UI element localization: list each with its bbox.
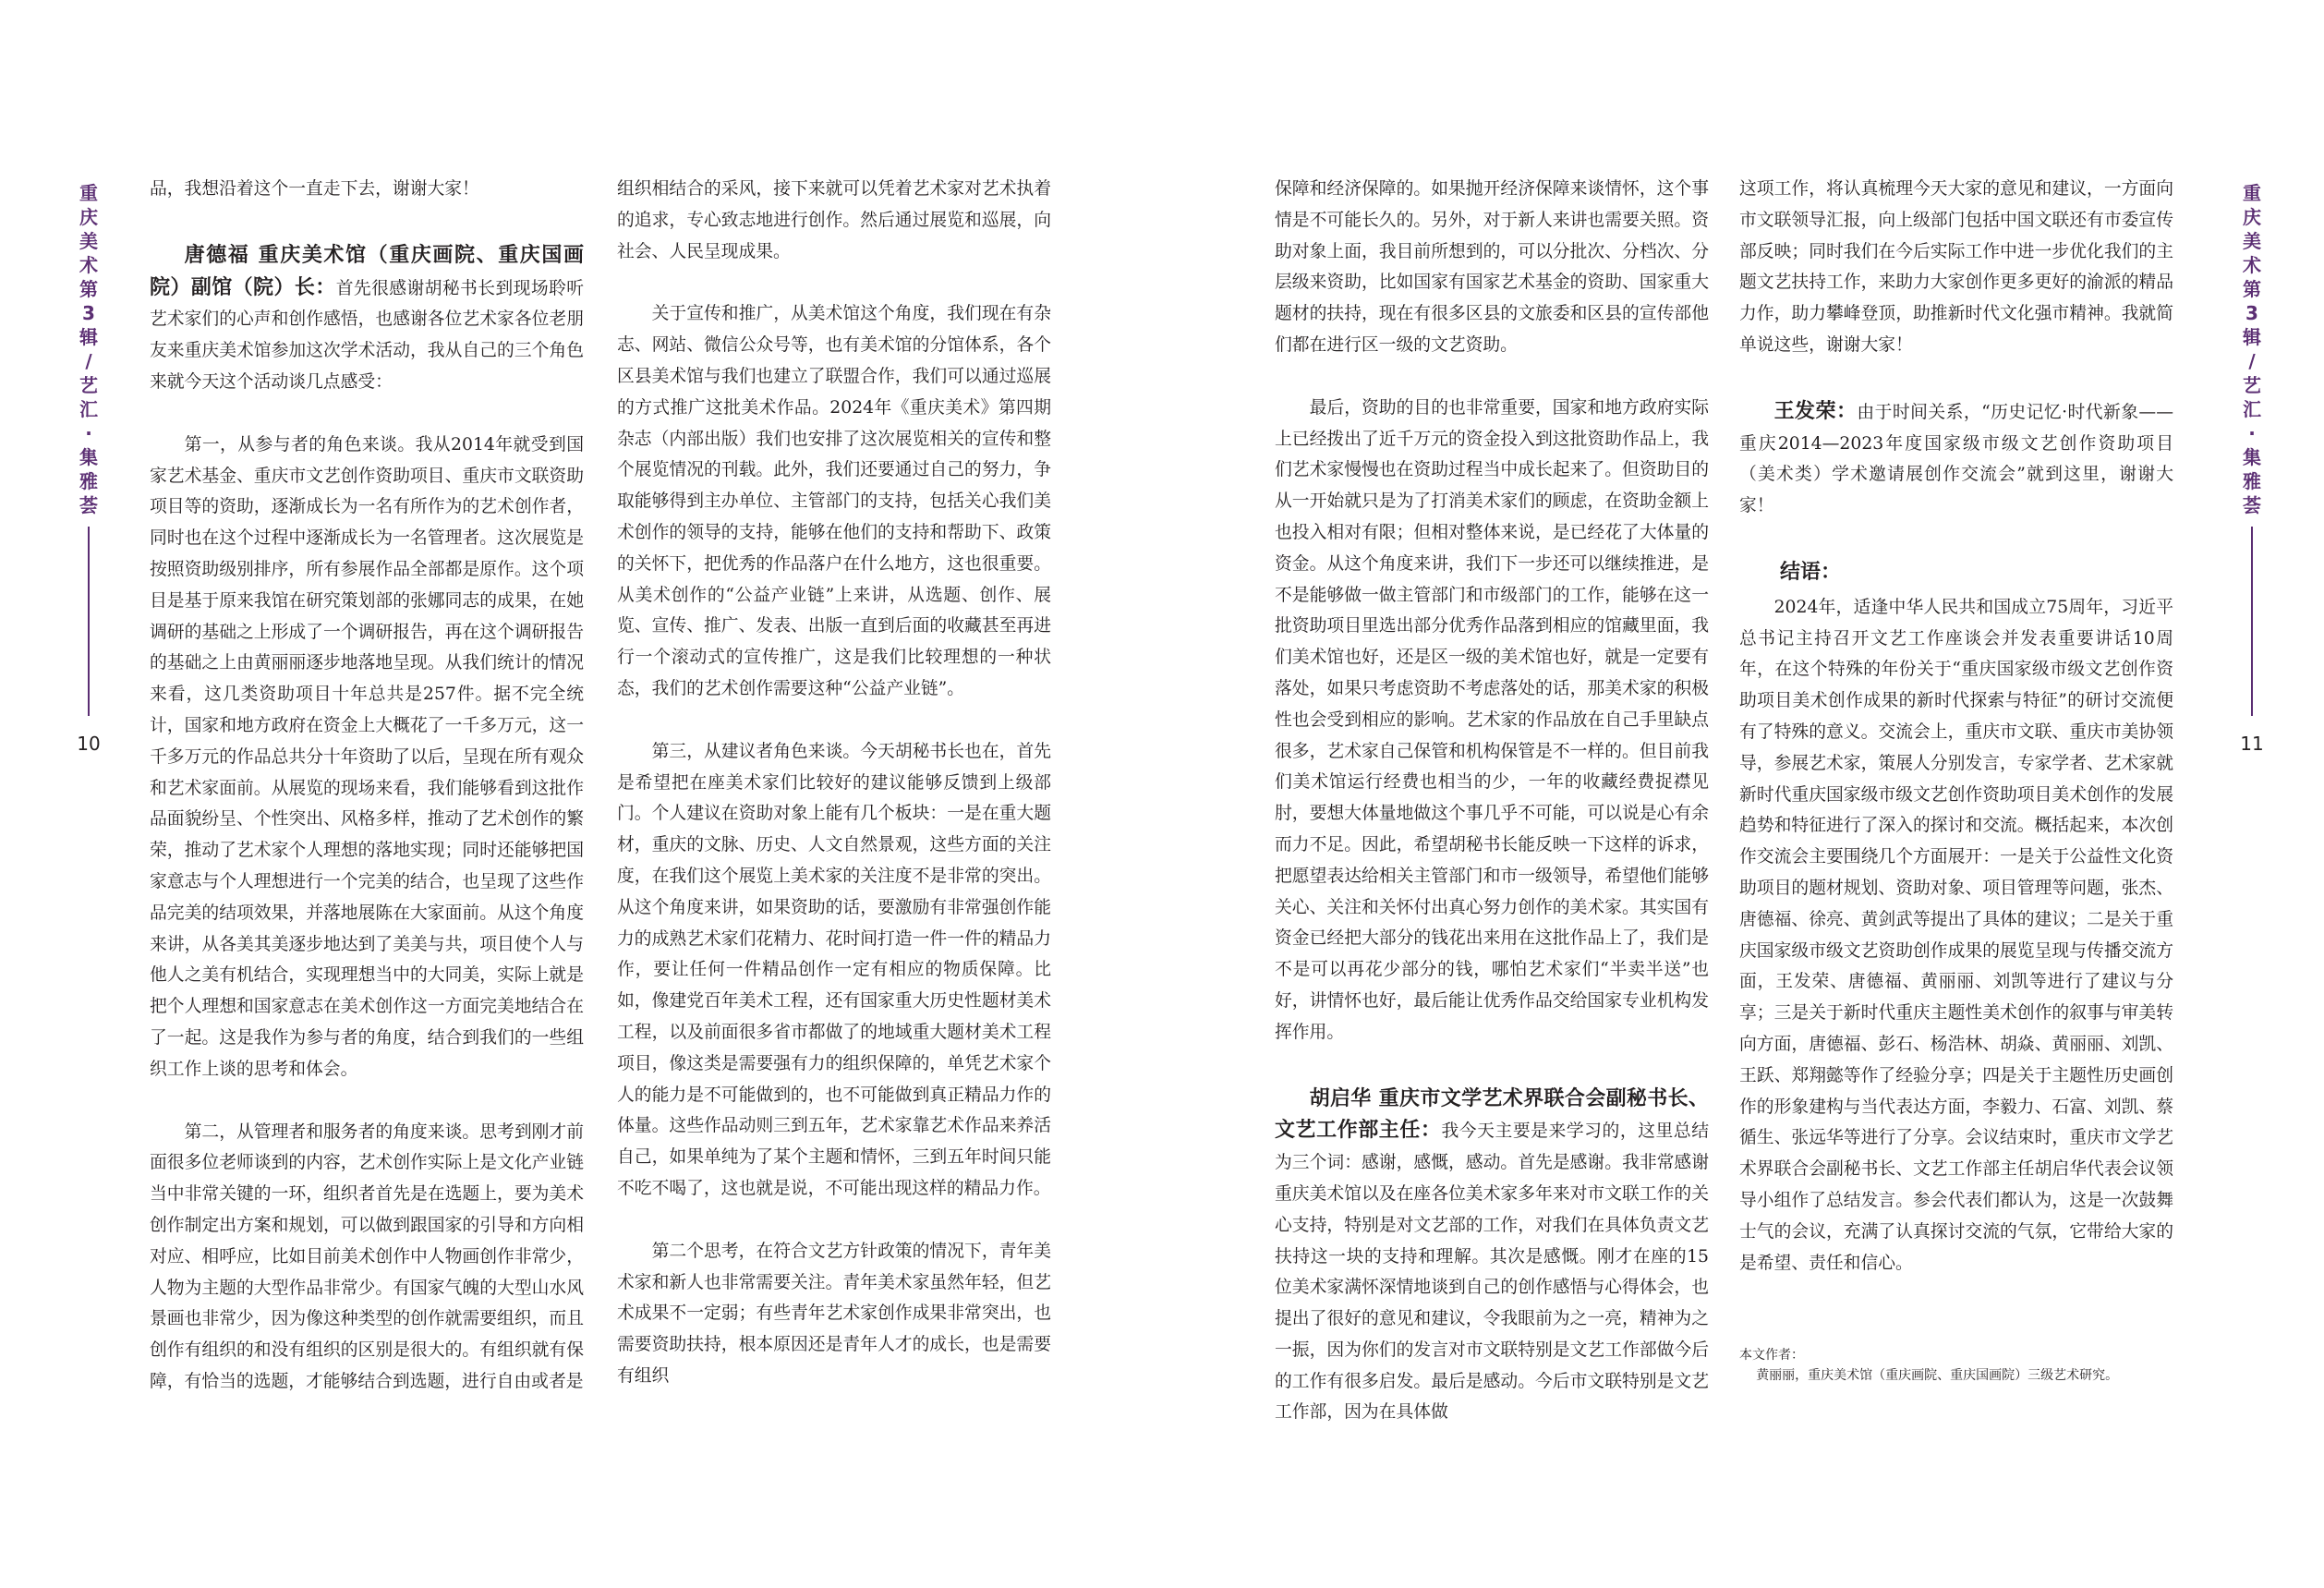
speaker-paragraph (1275, 1084, 1709, 1429)
left-running-head-text: 重 庆 美 术 第 3 辑 / 艺 汇 · 集 雅 荟 (79, 182, 98, 516)
conclusion-heading: 结语： (1780, 560, 1842, 584)
paragraph: 品，我想沿着这个一直走下去，谢谢大家！ (150, 179, 479, 199)
left-column-1 (150, 174, 584, 1398)
speaker-name: 唐德福 重庆美术馆（重庆画院、重庆国画院）副馆（院）长： (150, 243, 584, 299)
running-head-rule (88, 527, 90, 716)
paragraph: 第二个思考，在符合文艺方针政策的情况下，青年美术家和新人也非常需要关注。青年美术家虽然年轻，但艺术成果不一定弱；有些青年艺术家创作成果非常突出，也需要资助扶持，根本原因还是青年人才的成长，也是需要有组织 (617, 1241, 1051, 1386)
speaker-paragraph (150, 240, 584, 398)
paragraph: 最后，资助的目的也非常重要，国家和地方政府实际上已经拨出了近千万元的资金投入到这批资助作品上，我们艺术家慢慢也在资助过程当中成长起来了。但资助目的从一开始就只是为了打消美术家们的顾虑，在资助金额上也投入相对有限；但相对整体来说，是已经花了大体量的资金。从这个角度来讲，我们下一步还可以继续推进，是不是能够做一做主管部门和市级部门的工作，能够在这一批资助项目里选出部分优秀作品落到相应的馆藏里面，我们美术馆也好，还是区一级的美术馆也好，就是一定要有落处，如果只考虑资助不考虑落处的话，那美术家的积极性也会受到相应的影响。艺术家的作品放在自己手里缺点很多，艺术家自己保管和机构保管是不一样的。但目前我们美术馆运行经费也相当的少，一年的收藏经费捉襟见肘，要想大体量地做这个事几乎不可能，可以说是心有余而力不足。因此，希望胡秘书长能反映一下这样的诉求，把愿望表达给相关主管部门和市一级领导，希望他们能够关心、关注和关怀付出真心努力创作的美术家。其实国有资金已经把大部分的钱花出来用在这批作品上了，我们是不是可以再花少部分的钱，哪怕艺术家们“半卖半送”也好，讲情怀也好，最后能让优秀作品交给国家专业机构发挥作用。 (1275, 397, 1709, 1042)
page-number: 11 (2240, 733, 2264, 755)
running-head-rule (2251, 527, 2253, 716)
right-page (1162, 0, 2324, 1588)
paragraph: 关于宣传和推广，从美术馆这个角度，我们现在有杂志、网站、微信公众号等，也有美术馆的分馆体系，各个区县美术馆与我们也建立了联盟合作，我们可以通过巡展的方式推广这批美术作品。2024年《重庆美术》第四期杂志（内部出版）我们也安排了这次展览相关的宣传和整个展览情况的刊载。此外，我们还要通过自己的努力，争取能够得到主办单位、主管部门的支持，包括关心我们美术创作的领导的支持，能够在他们的支持和帮助下、政策的关怀下，把优秀的作品落户在什么地方，这也很重要。从美术创作的“公益产业链”上来讲，从选题、创作、展览、宣传、推广、发表、出版一直到后面的收藏甚至再进行一个滚动式的宣传推广，这是我们比较理想的一种状态，我们的艺术创作需要这种“公益产业链”。 (617, 304, 1051, 698)
right-column-2 (1739, 174, 2173, 1386)
paragraph: 保障和经济保障的。如果抛开经济保障来谈情怀，这个事情是不可能长久的。另外，对于新人来讲也需要关照。资助对象上面，我目前所想到的，可以分批次、分档次、分层级来资助，比如国家有国家艺术基金的资助、国家重大题材的扶持，现在有很多区县的文旅委和区县的宣传部他们都在进行区一级的文艺资助。 (1275, 179, 1709, 355)
speaker-name: 王发荣： (1773, 399, 1858, 423)
author-text: 黄丽丽，重庆美术馆（重庆画院、重庆国画院）三级艺术研究。 (1756, 1368, 2119, 1384)
speaker-name: 胡启华 重庆市文学艺术界联合会副秘书长、文艺工作部主任： (1275, 1086, 1709, 1143)
right-column-1 (1275, 174, 1709, 1428)
paragraph: 这项工作，将认真梳理今天大家的意见和建议，一方面向市文联领导汇报，向上级部门包括中国文联还有市委宣传部反映；同时我们在今后实际工作中进一步优化我们的主题文艺扶持工作，来助力大家创作更多更好的渝派的精品力作，助力攀峰登顶，助推新时代文化强市精神。我就简单说这些，谢谢大家！ (1739, 179, 2173, 355)
speaker-paragraph (1739, 396, 2173, 522)
speaker-text: 首先很感谢胡秘书长到现场聆听艺术家们的心声和创作感悟，也感谢各位艺术家各位老朋友来重庆美术馆参加这次学术活动，我从自己的三个角色来就今天这个活动谈几点感受： (150, 278, 584, 392)
speaker-text: 我今天主要是来学习的，这里总结为三个词：感谢，感慨，感动。首先是感谢。我非常感谢重庆美术馆以及在座各位美术家多年来对市文联工作的关心支持，特别是对文艺部的工作，对我们在具体负责文艺扶持这一块的支持和理解。其次是感慨。刚才在座的15位美术家满怀深情地谈到自己的创作感悟与心得体会，也提出了很好的意见和建议，令我眼前为之一亮，精神为之一振，因为你们的发言对市文联特别是文艺工作部做今后的工作有很多启发。最后是感动。今后市文联特别是文艺工作部，因为在具体做 (1275, 1121, 1709, 1423)
author-label: 本文作者： (1739, 1348, 1804, 1364)
right-running-head (2235, 181, 2269, 755)
paragraph: 第一，从参与者的角色来谈。我从2014年就受到国家艺术基金、重庆市文艺创作资助项目、重庆市文联资助项目等的资助，逐渐成长为一名有所作为的艺术创作者，同时也在这个过程中逐渐成长为一名管理者。这次展览是按照资助级别排序，所有参展作品全部都是原作。这个项目是基于原来我馆在研究策划部的张娜同志的成果，在她调研的基础之上形成了一个调研报告，再在这个调研报告的基础之上由黄丽丽逐步地落地呈现。从我们统计的情况来看，这几类资助项目十年总共是257件。据不完全统计，国家和地方政府在资金上大概花了一千多万元，这一千多万元的作品总共分十年资助了以后，呈现在所有观众和艺术家面前。从展览的现场来看，我们能够看到这批作品面貌纷呈、个性突出、风格多样，推动了艺术创作的繁荣，推动了艺术家个人理想的落地实现；同时还能够把国家意志与个人理想进行一个完美的结合，也呈现了这些作品完美的结项效果，并落地展陈在大家面前。从这个角度来讲，从各美其美逐步地达到了美美与共，项目使个人与他人之美有机结合，实现理想当中的大同美，实际上就是把个人理想和国家意志在美术创作这一方面完美地结合在了一起。这是我作为参与者的角度，结合到我们的一些组织工作上谈的思考和体会。 (150, 434, 584, 1079)
speaker-text: 由于时间关系，“历史记忆·时代新象——重庆2014—2023年度国家级市级文艺创作资助项目（美术类）学术邀请展创作交流会”就到这里，谢谢大家！ (1739, 402, 2173, 516)
paragraph: 2024年，适逢中华人民共和国成立75周年，习近平总书记主持召开文艺工作座谈会并发表重要讲话10周年，在这个特殊的年份关于“重庆国家级市级文艺创作资助项目美术创作成果的新时代探索与特征”的研讨交流便有了特殊的意义。交流会上，重庆市文联、重庆市美协领导，参展艺术家，策展人分别发言，专家学者、艺术家就新时代重庆国家级市级文艺创作资助项目美术创作的发展趋势和特征进行了深入的探讨和交流。概括起来，本次创作交流会主要围绕几个方面展开：一是关于公益性文化资助项目的题材规划、资助对象、项目管理等问题，张杰、唐德福、徐亮、黄剑武等提出了具体的建议；二是关于重庆国家级市级文艺资助创作成果的展览呈现与传播交流方面，王发荣、唐德福、黄丽丽、刘凯等进行了建议与分享；三是关于新时代重庆主题性美术创作的叙事与审美转向方面，唐德福、彭石、杨浩林、胡焱、黄丽丽、刘凯、王跃、郑翔懿等作了经验分享；四是关于主题性历史画创作的形象建构与当代表达方面，李毅力、石富、刘凯、蔡循生、张远华等进行了分享。会议结束时，重庆市文学艺术界联合会副秘书长、文艺工作部主任胡启华代表会议领导小组作了总结发言。参会代表们都认为，这是一次鼓舞士气的会议，充满了认真探讨交流的气氛，它带给大家的是希望、责任和信心。 (1739, 597, 2173, 1273)
paragraph: 第三，从建议者角色来谈。今天胡秘书长也在，首先是希望把在座美术家们比较好的建议能够反馈到上级部门。个人建议在资助对象上能有几个板块：一是在重大题材，重庆的文脉、历史、人文自然景观，这些方面的关注度，在我们这个展览上美术家的关注度不是非常的突出。从这个角度来讲，如果资助的话，要激励有非常强创作能力的成熟艺术家们花精力、花时间打造一件一件的精品力作，要让任何一件精品创作一定有相应的物质保障。比如，像建党百年美术工程，还有国家重大历史性题材美术工程，以及前面很多省市都做了的地域重大题材美术工程项目，像这类是需要强有力的组织保障的，单凭艺术家个人的能力是不可能做到的，也不可能做到真正精品力作的体量。这些作品动则三到五年，艺术家靠艺术作品来养活自己，如果单纯为了某个主题和情怀，三到五年时间只能不吃不喝了，这也就是说，不可能出现这样的精品力作。 (617, 741, 1051, 1198)
author-note (1739, 1345, 2173, 1386)
paragraph: 组织相结合的采风，接下来就可以凭着艺术家对艺术执着的追求，专心致志地进行创作。然后通过展览和巡展，向社会、人民呈现成果。 (617, 179, 1051, 261)
right-running-head-text: 重 庆 美 术 第 3 辑 / 艺 汇 · 集 雅 荟 (2243, 182, 2261, 516)
left-running-head (72, 181, 105, 755)
paragraph: 第二，从管理者和服务者的角度来谈。思考到刚才前面很多位老师谈到的内容，艺术创作实际上是文化产业链当中非常关键的一环，组织者首先是在选题上，要为美术创作制定出方案和规划，可以做到跟国家的引导和方向相对应、相呼应，比如目前美术创作中人物画创作非常少，人物为主题的大型作品非常少。有国家气魄的大型山水风景画也非常少，因为像这种类型的创作就需要组织，而且创作有组织的和没有组织的区别是很大的。有组织就有保障，有恰当的选题，才能够结合到选题，进行自由或者是 (150, 1121, 584, 1391)
left-column-2 (617, 174, 1051, 1392)
page-number: 10 (77, 733, 101, 755)
